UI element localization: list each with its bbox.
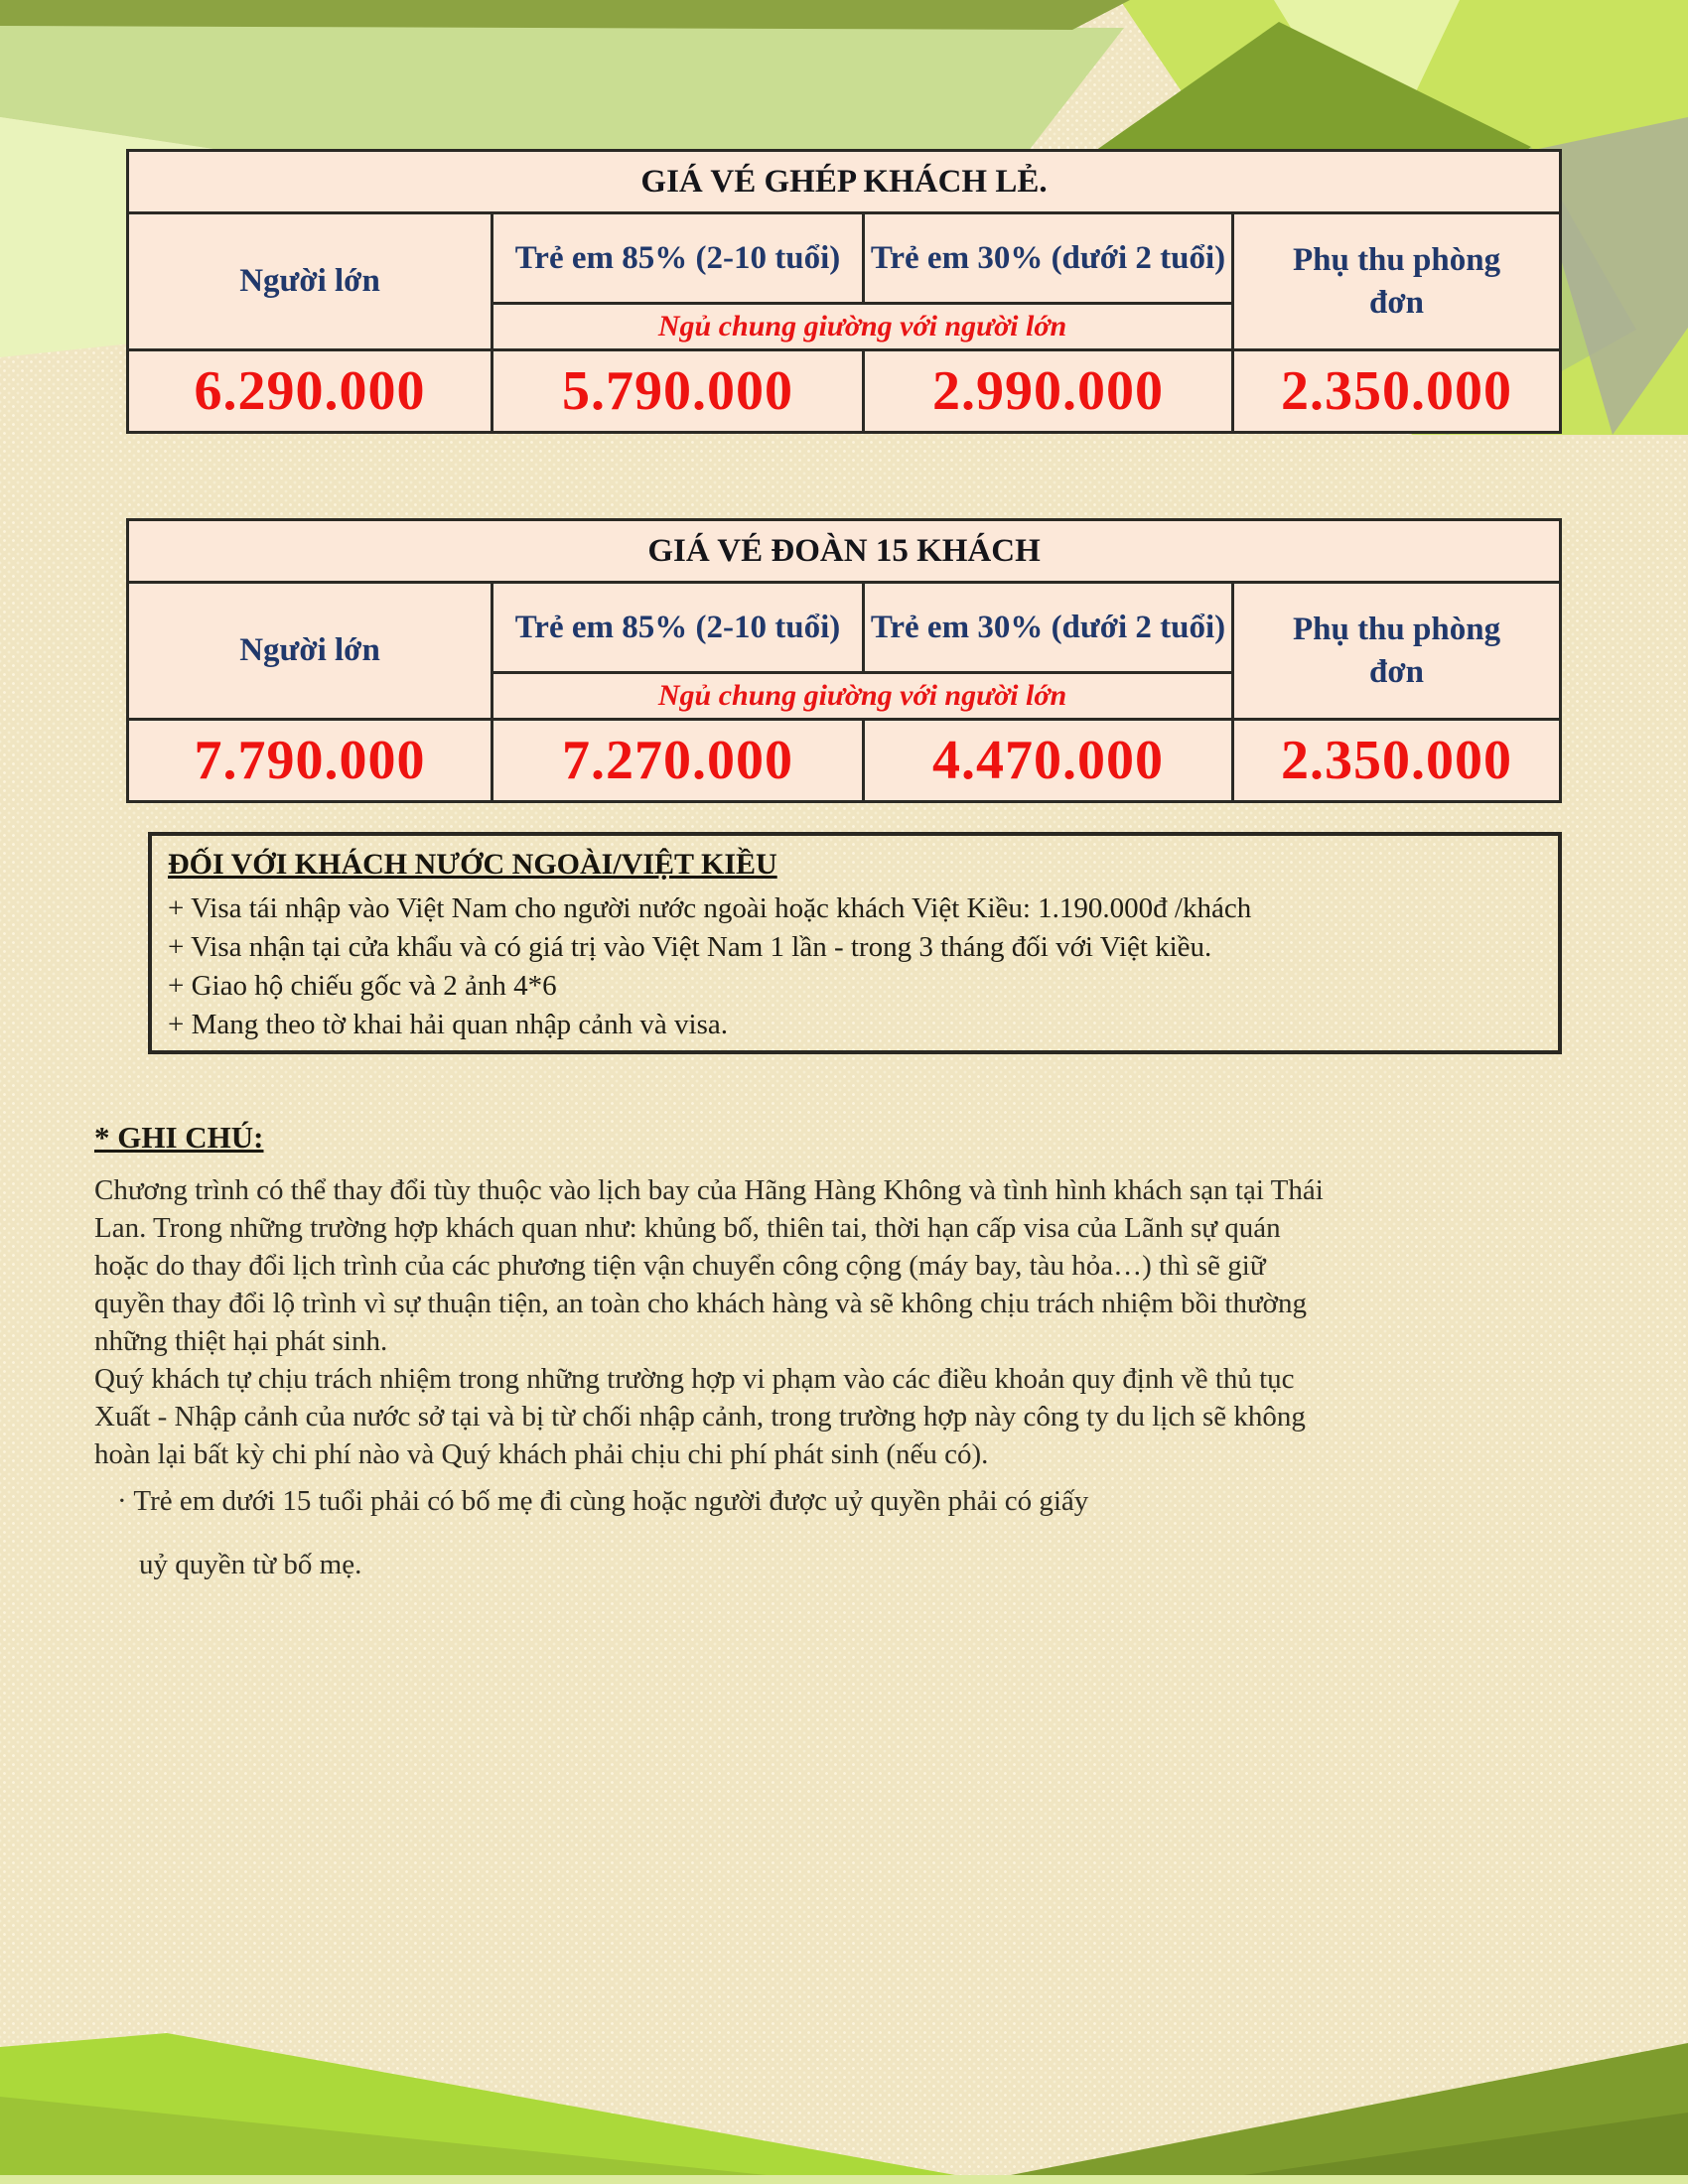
foreigner-notes-box xyxy=(148,832,1562,1054)
table-row xyxy=(128,720,1561,802)
table-title: GIÁ VÉ GHÉP KHÁCH LẺ. xyxy=(128,151,1561,213)
price-child-85: 7.270.000 xyxy=(492,720,864,802)
price-table-retail xyxy=(126,149,1562,434)
price-single-supplement: 2.350.000 xyxy=(1233,350,1561,433)
price-table-group15 xyxy=(126,518,1562,803)
table-row xyxy=(128,583,1561,673)
price-child-85: 5.790.000 xyxy=(492,350,864,433)
foreigner-box-heading: ĐỐI VỚI KHÁCH NƯỚC NGOÀI/VIỆT KIỀU xyxy=(168,848,777,881)
price-child-30: 2.990.000 xyxy=(864,350,1233,433)
paragraph-line: Chương trình có thể thay đổi tùy thuộc vào lịch bay của Hãng Hàng Không và tình hình khách sạn tại Thái xyxy=(94,1174,1324,1206)
paragraph-line: những thiệt hại phát sinh. xyxy=(94,1325,388,1357)
paragraph-line: hoàn lại bất kỳ chi phí nào và Quý khách phải chịu chi phí phát sinh (nếu có). xyxy=(94,1438,989,1470)
col-header-single-supplement: Phụ thu phòng đơn xyxy=(1233,213,1561,350)
foreigner-box-item: + Visa nhận tại cửa khẩu và có giá trị vào Việt Nam 1 lần - trong 3 tháng đối với Việt kiều. xyxy=(168,931,1212,963)
price-adult: 6.290.000 xyxy=(128,350,492,433)
remarks-paragraphs xyxy=(94,1171,1643,1473)
table-title: GIÁ VÉ ĐOÀN 15 KHÁCH xyxy=(128,520,1561,583)
foreigner-box-item: + Mang theo tờ khai hải quan nhập cảnh và visa. xyxy=(168,1009,729,1040)
price-adult: 7.790.000 xyxy=(128,720,492,802)
remarks-heading: * GHI CHÚ: xyxy=(94,1120,264,1155)
paragraph-line: Quý khách tự chịu trách nhiệm trong những trường hợp vi phạm vào các điều khoản quy định về thủ tục xyxy=(94,1363,1295,1395)
paragraph-line: Lan. Trong những trường hợp khách quan như: khủng bố, thiên tai, thời hạn cấp visa của Lãnh sự quán xyxy=(94,1212,1281,1244)
table-row xyxy=(128,350,1561,433)
price-single-supplement: 2.350.000 xyxy=(1233,720,1561,802)
shared-bed-note: Ngủ chung giường với người lớn xyxy=(492,673,1233,720)
col-header-single-supplement: Phụ thu phòng đơn xyxy=(1233,583,1561,720)
table-row xyxy=(128,213,1561,304)
foreigner-box-item: + Giao hộ chiếu gốc và 2 ảnh 4*6 xyxy=(168,970,557,1002)
child-policy-bullet-line-1: · Trẻ em dưới 15 tuổi phải có bố mẹ đi cùng hoặc người được uỷ quyền phải có giấy xyxy=(117,1485,1089,1517)
col-header-child-85: Trẻ em 85% (2-10 tuổi) xyxy=(492,213,864,304)
child-policy-bullet-line-2: uỷ quyền từ bố mẹ. xyxy=(139,1549,362,1580)
col-header-adult: Người lớn xyxy=(128,583,492,720)
col-header-child-85: Trẻ em 85% (2-10 tuổi) xyxy=(492,583,864,673)
col-header-adult: Người lớn xyxy=(128,213,492,350)
shared-bed-note: Ngủ chung giường với người lớn xyxy=(492,304,1233,350)
paragraph-line: quyền thay đổi lộ trình vì sự thuận tiện, an toàn cho khách hàng và sẽ không chịu trách nhiệm bồi thường xyxy=(94,1288,1308,1319)
foreigner-box-item: + Visa tái nhập vào Việt Nam cho người nước ngoài hoặc khách Việt Kiều: 1.190.000đ /khách xyxy=(168,892,1252,924)
paragraph-line: Xuất - Nhập cảnh của nước sở tại và bị từ chối nhập cảnh, trong trường hợp này công ty du lịch sẽ không xyxy=(94,1401,1306,1433)
paragraph-line: hoặc do thay đổi lịch trình của các phương tiện vận chuyển công cộng (máy bay, tàu hỏa…) thì sẽ giữ xyxy=(94,1250,1266,1282)
col-header-child-30: Trẻ em 30% (dưới 2 tuổi) xyxy=(864,583,1233,673)
col-header-child-30: Trẻ em 30% (dưới 2 tuổi) xyxy=(864,213,1233,304)
table-row xyxy=(128,520,1561,583)
table-row xyxy=(128,151,1561,213)
price-child-30: 4.470.000 xyxy=(864,720,1233,802)
